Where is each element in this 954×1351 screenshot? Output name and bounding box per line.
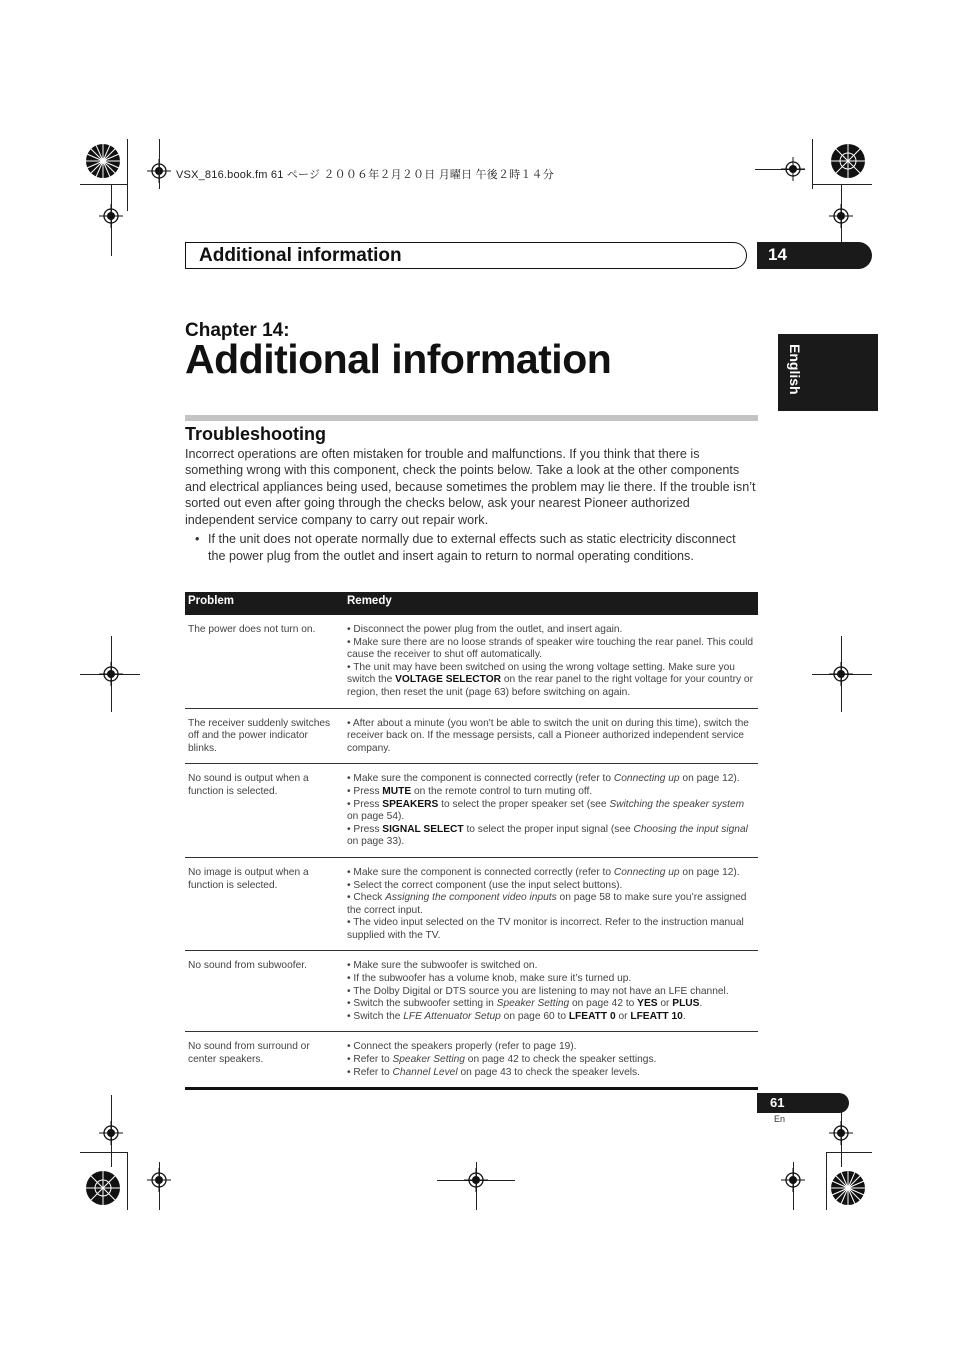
sunburst-mark-icon <box>830 143 866 179</box>
remedy-cell <box>347 858 757 951</box>
chapter-number: 14 <box>768 245 787 264</box>
section-rule <box>185 415 758 421</box>
remedy-item: • Refer to Speaker Setting on page 42 to check the speaker settings. <box>347 1054 657 1066</box>
bullet-dot-icon: • <box>195 532 200 546</box>
remedy-cell <box>347 764 757 857</box>
remedy-item: • Refer to Channel Level on page 43 to check the speaker levels. <box>347 1066 640 1078</box>
remedy-cell <box>347 1032 757 1087</box>
remedy-item: • Select the correct component (use the input select buttons). <box>347 879 623 891</box>
remedy-item: • Check Assigning the component video inputs on page 58 to make sure you’re assigned the correct input. <box>347 892 747 916</box>
page-number-tab <box>757 1093 849 1113</box>
registration-mark-icon <box>147 1168 171 1192</box>
table-body <box>185 615 758 1090</box>
page-number: 61 <box>770 1095 785 1110</box>
problem-cell: No sound from subwoofer. <box>188 960 307 972</box>
bullet-item <box>195 531 753 565</box>
table-header <box>185 592 758 615</box>
problem-cell: The power does not turn on. <box>188 624 316 635</box>
table-row <box>185 615 758 709</box>
registration-mark-icon <box>464 1168 488 1192</box>
sunburst-mark-icon <box>85 143 121 179</box>
remedy-item: • Press SIGNAL SELECT to select the proper input signal (see Choosing the input signal on page 33). <box>347 823 748 848</box>
remedy-item: • If the subwoofer has a volume knob, make sure it’s turned up. <box>347 973 632 985</box>
remedy-item: • After about a minute (you won't be able to switch the unit on during this time), switch the receiver back on. If the message persists, call a Pioneer authorized independent service company. <box>347 717 749 754</box>
registration-mark-icon <box>781 1168 805 1192</box>
registration-mark-icon <box>99 204 123 228</box>
header-remedy: Remedy <box>347 595 392 607</box>
intro-paragraph: Incorrect operations are often mistaken for trouble and malfunctions. If you think that there is something wrong with this component, check the points below. Take a look at the other components and electrical appliances being used, because sometimes the problem may lie there. If the trouble isn’t sorted out even after going through the checks below, ask your nearest Pioneer authorized independent service company to carry out repair work. <box>185 447 756 527</box>
remedy-item: • Switch the LFE Attenuator Setup on page 60 to LFEATT 0 or LFEATT 10. <box>347 1010 686 1022</box>
table-row <box>185 1032 758 1090</box>
sunburst-mark-icon <box>830 1170 866 1206</box>
table-row <box>185 764 758 858</box>
registration-mark-icon <box>781 157 805 181</box>
remedy-cell <box>347 709 757 764</box>
bullet-text: If the unit does not operate normally due to external effects such as static electricity disconnect the power plug from the outlet and insert again to return to normal operating conditions. <box>208 532 736 563</box>
chapter-label: Chapter 14: <box>185 320 290 341</box>
chapter-tab <box>757 242 872 269</box>
remedy-item: • Disconnect the power plug from the outlet, and insert again. <box>347 624 623 635</box>
remedy-item: • Connect the speakers properly (refer to page 19). <box>347 1041 577 1053</box>
section-bar <box>185 242 747 269</box>
registration-mark-icon <box>829 662 853 686</box>
table-row <box>185 709 758 765</box>
problem-cell: The receiver suddenly switches off and the power indicator blinks. <box>188 717 331 754</box>
remedy-item: • Make sure the component is connected correctly (refer to Connecting up on page 12). <box>347 866 740 878</box>
troubleshooting-table <box>185 592 758 1090</box>
registration-mark-icon <box>829 1121 853 1145</box>
remedy-cell <box>347 615 757 708</box>
sunburst-mark-icon <box>85 1170 121 1206</box>
remedy-item: • Switch the subwoofer setting in Speaker Setting on page 42 to YES or PLUS. <box>347 998 703 1010</box>
remedy-cell <box>347 951 757 1031</box>
remedy-item: • Make sure the component is connected correctly (refer to Connecting up on page 12). <box>347 773 740 785</box>
language-tab-label: English <box>787 344 803 395</box>
remedy-item: • Press SPEAKERS to select the proper speaker set (see Switching the speaker system on page 54). <box>347 798 745 823</box>
remedy-item: • Press MUTE on the remote control to turn muting off. <box>347 785 593 797</box>
problem-cell: No image is output when a function is selected. <box>188 866 309 891</box>
section-heading: Troubleshooting <box>185 424 326 444</box>
registration-mark-icon <box>99 1121 123 1145</box>
print-header: VSX_816.book.fm 61 ページ ２００６年２月２０日 月曜日 午後２時１４分 <box>176 169 554 181</box>
chapter-title: Additional information <box>185 336 612 382</box>
page-language-code: En <box>774 1114 786 1124</box>
section-bar-title: Additional information <box>199 245 402 266</box>
header-problem: Problem <box>188 595 235 607</box>
remedy-item: • Make sure the subwoofer is switched on. <box>347 960 538 972</box>
registration-mark-icon <box>99 662 123 686</box>
remedy-item: • The unit may have been switched on using the wrong voltage setting. Make sure you switch the VOLTAGE SELECTOR on the rear panel to the right voltage for your country or region, then reset the unit (page 63) before switching on again. <box>347 661 753 698</box>
problem-cell: No sound is output when a function is selected. <box>188 773 309 797</box>
problem-cell: No sound from surround or center speakers. <box>188 1041 310 1066</box>
table-row <box>185 951 758 1032</box>
remedy-item: • The video input selected on the TV monitor is incorrect. Refer to the instruction manual supplied with the TV. <box>347 917 744 941</box>
remedy-item: • Make sure there are no loose strands of speaker wire touching the rear panel. This could cause the receiver to shut off automatically. <box>347 636 754 661</box>
remedy-item: • The Dolby Digital or DTS source you are listening to may not have an LFE channel. <box>347 985 729 997</box>
registration-mark-icon <box>829 204 853 228</box>
table-row <box>185 858 758 952</box>
